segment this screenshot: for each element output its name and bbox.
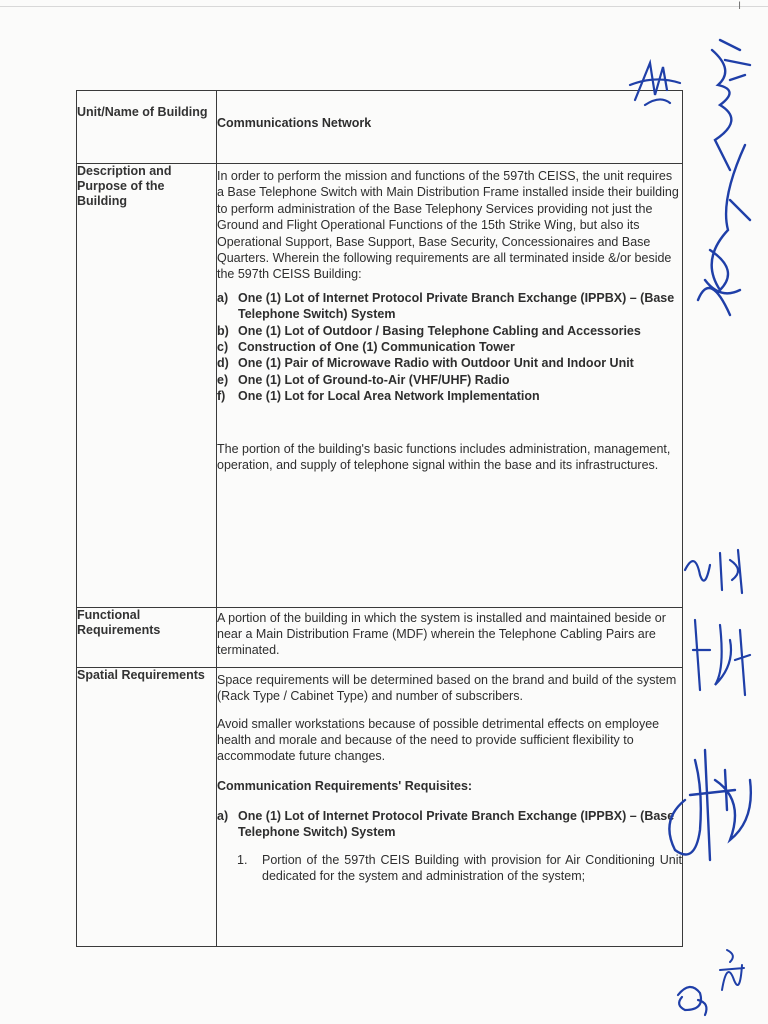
requisite-item xyxy=(217,808,682,840)
list-item xyxy=(217,290,682,323)
row-label-unit-name: Unit/Name of Building xyxy=(77,91,217,164)
corner-mark: I xyxy=(738,0,742,12)
building-requirements-table xyxy=(76,90,683,947)
initials-bottom-2 xyxy=(712,940,752,1000)
table-row-spatial xyxy=(77,668,683,947)
signature-mid-right xyxy=(690,140,760,320)
description-paragraph: In order to perform the mission and functions of the 597th CEISS, the unit requires a Base Telephone Switch with Main Distribution Frame installed inside their building to perform administration of the Base Telephony Services providing not just the Ground and Flight Operational Functions of the 15th Strike Wing, but also its Operational Support, Base Support, Base Security, Concessionaires and Base Quarters. Wherein the following requirements are all terminated inside &/or beside the 597th CEISS Building: xyxy=(217,169,679,282)
list-item-text: One (1) Lot of Outdoor / Basing Telephone Cabling and Accessories xyxy=(238,323,641,338)
list-item-text: One (1) Pair of Microwave Radio with Outdoor Unit and Indoor Unit xyxy=(238,356,634,371)
list-item xyxy=(217,355,682,371)
list-marker: f) xyxy=(217,389,226,404)
row-label-description: Description and Purpose of the Building xyxy=(77,164,217,608)
list-item-text: Construction of One (1) Communication Tower xyxy=(238,340,515,355)
row-label-spatial: Spatial Requirements xyxy=(77,668,217,947)
list-item-text: One (1) Lot for Local Area Network Implementation xyxy=(238,389,540,404)
list-item xyxy=(217,388,682,404)
spatial-paragraph-2: Avoid smaller workstations because of possible detrimental effects on employee health and morale and because of the need to provide sufficient flexibility to accommodate future changes. xyxy=(217,717,660,763)
list-marker: 1. xyxy=(237,853,248,867)
spatial-paragraph-1: Space requirements will be determined based on the brand and build of the system (Rack Type / Cabinet Type) and number of subscribers. xyxy=(217,673,677,703)
unit-name-value: Communications Network xyxy=(217,116,372,130)
page-top-rule xyxy=(0,6,768,7)
list-item-text: One (1) Lot of Internet Protocol Private Branch Exchange (IPPBX) – (Base Telephone Switch) System xyxy=(238,290,675,322)
list-item xyxy=(217,372,682,388)
table-row-unit-name xyxy=(77,91,683,164)
requisite-subitem xyxy=(217,852,682,884)
signature-top-2 xyxy=(700,30,760,180)
list-item-text: One (1) Lot of Ground-to-Air (VHF/UHF) Radio xyxy=(238,372,510,387)
table-row-functional xyxy=(77,608,683,668)
table-row-description xyxy=(77,164,683,608)
requisite-item-text: One (1) Lot of Internet Protocol Private Branch Exchange (IPPBX) – (Base Telephone Switch) System xyxy=(238,809,675,839)
requisite-subitem-text: Portion of the 597th CEIS Building with provision for Air Conditioning Unit dedicated for the system and administration of the system; xyxy=(262,853,682,883)
list-marker: e) xyxy=(217,372,229,387)
list-marker: a) xyxy=(217,809,229,823)
initials-right-1 xyxy=(680,545,755,595)
requirements-list xyxy=(217,290,682,405)
list-marker: c) xyxy=(217,340,229,355)
initials-right-2 xyxy=(685,610,755,700)
initials-bottom-1 xyxy=(670,975,715,1020)
building-function-paragraph: The portion of the building's basic functions includes administration, management, operation, and supply of telephone signal within the base and its infrastructures. xyxy=(217,441,671,473)
list-marker: d) xyxy=(217,356,229,371)
list-marker: a) xyxy=(217,290,229,305)
list-item xyxy=(217,339,682,355)
row-label-functional: Functional Requirements xyxy=(77,608,217,668)
list-item xyxy=(217,323,682,339)
list-marker: b) xyxy=(217,323,229,338)
requisites-heading: Communication Requirements' Requisites: xyxy=(217,779,473,793)
functional-requirements-text: A portion of the building in which the system is installed and maintained beside or near a Main Distribution Frame (MDF) wherein the Telephone Cabling Pairs are terminated. xyxy=(217,611,666,657)
